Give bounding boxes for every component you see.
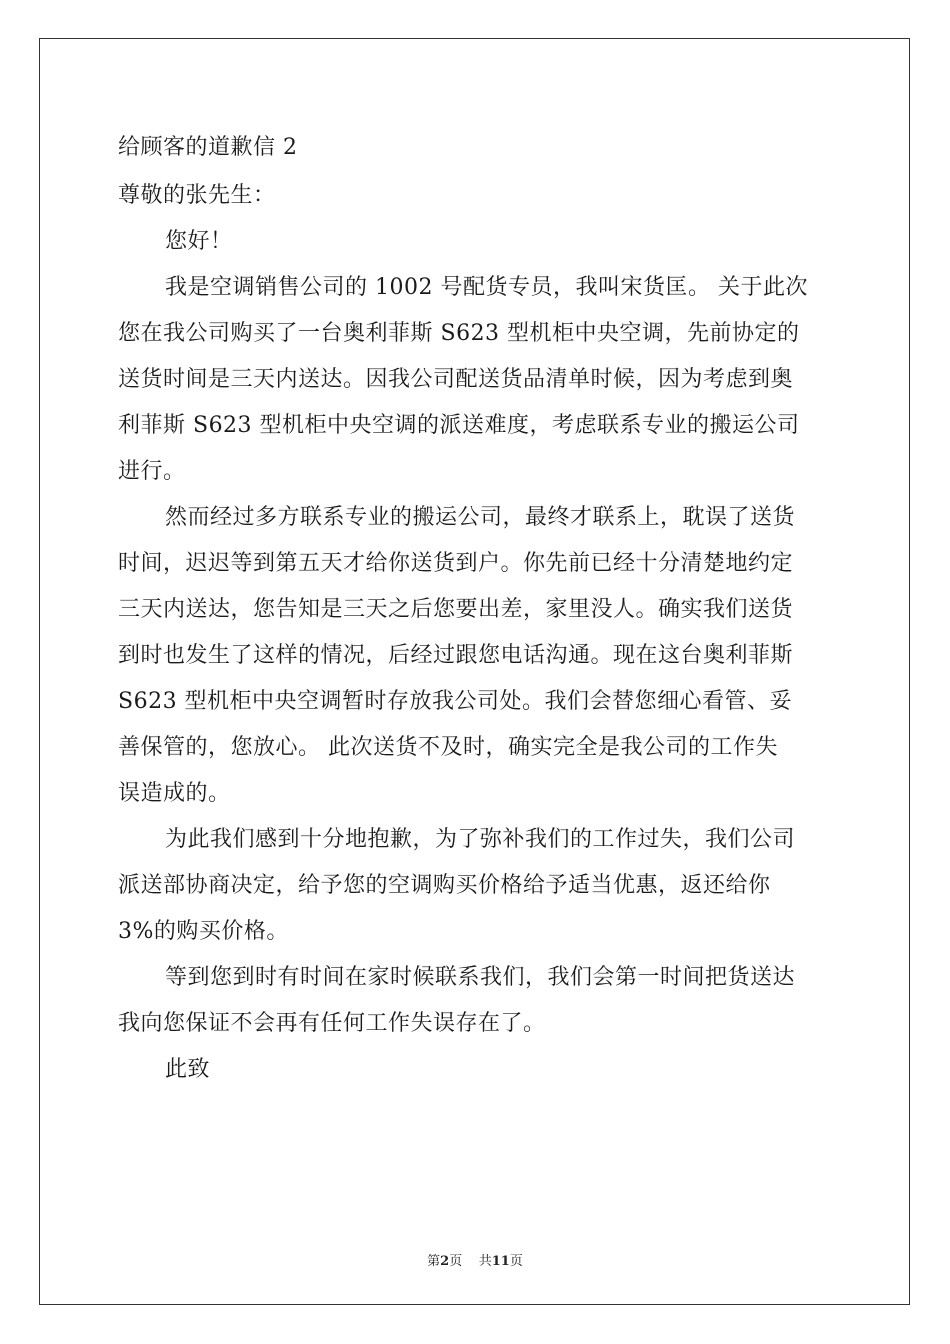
paragraph-line: 送货时间是三天内送达。因我公司配送货品清单时候，因为考虑到奥	[118, 367, 794, 392]
paragraph-line: 善保管的，您放心。 此次送货不及时，确实完全是我公司的工作失	[118, 735, 778, 760]
footer-page-suffix: 页	[449, 1254, 463, 1269]
paragraph-line: 为此我们感到十分地抱歉，为了弥补我们的工作过失，我们公司	[165, 827, 796, 852]
letter-salutation: 尊敬的张先生：	[118, 183, 276, 208]
paragraph-2	[118, 495, 834, 817]
footer-total-pages: 11	[491, 1254, 510, 1269]
paragraph-line: 误造成的。	[118, 781, 231, 806]
paragraph-line: S623 型机柜中央空调暂时存放我公司处。我们会替您细心看管、妥	[118, 689, 793, 714]
paragraph-line: 等到您到时有时间在家时候联系我们，我们会第一时间把货送达	[165, 965, 796, 990]
letter-closing: 此致	[165, 1057, 211, 1082]
letter-body	[118, 125, 834, 1093]
footer-page-number: 2	[440, 1254, 450, 1269]
paragraph-line: 进行。	[118, 459, 186, 484]
paragraph-line: 3%的购买价格。	[118, 919, 289, 944]
letter-title: 给顾客的道歉信 2	[118, 135, 298, 160]
paragraph-line: 三天内送达，您告知是三天之后您要出差，家里没人。确实我们送货	[118, 597, 794, 622]
paragraph-4	[118, 955, 834, 1047]
footer-prefix: 第	[427, 1254, 441, 1269]
paragraph-line: 您在我公司购买了一台奥利菲斯 S623 型机柜中央空调，先前协定的	[118, 321, 800, 346]
letter-greeting: 您好！	[165, 229, 233, 254]
paragraph-line: 然而经过多方联系专业的搬运公司，最终才联系上，耽误了送货	[165, 505, 796, 530]
footer-total-suffix: 页	[509, 1254, 523, 1269]
paragraph-1	[118, 265, 834, 495]
paragraph-line: 到时也发生了这样的情况，后经过跟您电话沟通。现在这台奥利菲斯	[118, 643, 794, 668]
paragraph-line: 我是空调销售公司的 1002 号配货专员，我叫宋货匡。 关于此次	[165, 275, 808, 300]
footer-total-prefix: 共	[478, 1254, 492, 1269]
paragraph-3	[118, 817, 834, 955]
paragraph-line: 时间，迟迟等到第五天才给你送货到户。你先前已经十分清楚地约定	[118, 551, 794, 576]
paragraph-line: 派送部协商决定，给予您的空调购买价格给予适当优惠，返还给你	[118, 873, 771, 898]
paragraph-line: 利菲斯 S623 型机柜中央空调的派送难度，考虑联系专业的搬运公司	[118, 413, 800, 438]
paragraph-line: 我向您保证不会再有任何工作失误存在了。	[118, 1011, 546, 1036]
page-footer	[0, 1250, 950, 1269]
